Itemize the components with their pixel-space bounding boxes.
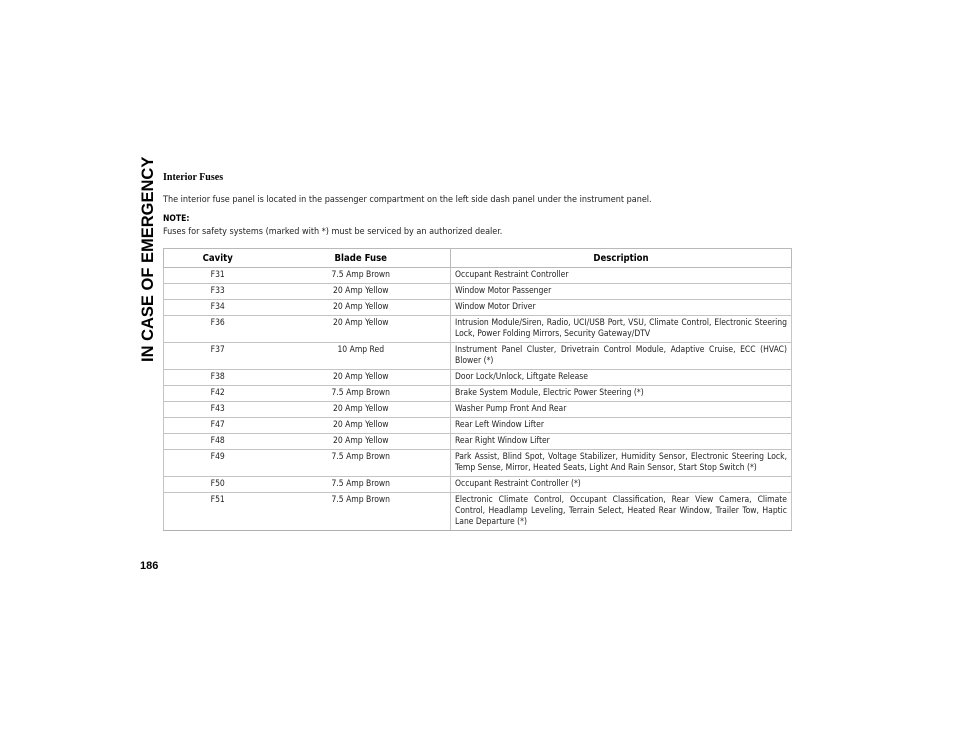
side-tab-label: IN CASE OF EMERGENCY	[139, 156, 157, 362]
cell-description: Intrusion Module/Siren, Radio, UCI/USB Port, VSU, Climate Control, Electronic Steering Lock, Power Folding Mirrors, Security Gateway/DTV	[451, 316, 792, 343]
cell-description: Instrument Panel Cluster, Drivetrain Control Module, Adaptive Cruise, ECC (HVAC) Blower (*)	[451, 343, 792, 370]
cell-blade-fuse: 20 Amp Yellow	[272, 418, 451, 434]
table-row	[164, 434, 792, 450]
header-cavity: Cavity	[164, 249, 272, 268]
cell-blade-fuse: 7.5 Amp Brown	[272, 450, 451, 477]
table-row	[164, 450, 792, 477]
cell-description: Rear Right Window Lifter	[451, 434, 792, 450]
cell-cavity: F47	[164, 418, 272, 434]
cell-cavity: F37	[164, 343, 272, 370]
table-row	[164, 477, 792, 493]
cell-blade-fuse: 20 Amp Yellow	[272, 300, 451, 316]
cell-cavity: F38	[164, 370, 272, 386]
cell-blade-fuse: 7.5 Amp Brown	[272, 477, 451, 493]
table-row	[164, 402, 792, 418]
cell-blade-fuse: 20 Amp Yellow	[272, 370, 451, 386]
cell-description: Brake System Module, Electric Power Steering (*)	[451, 386, 792, 402]
cell-blade-fuse: 20 Amp Yellow	[272, 402, 451, 418]
fuse-table	[163, 248, 792, 531]
cell-description: Door Lock/Unlock, Liftgate Release	[451, 370, 792, 386]
cell-description: Rear Left Window Lifter	[451, 418, 792, 434]
cell-description: Window Motor Driver	[451, 300, 792, 316]
cell-description: Window Motor Passenger	[451, 284, 792, 300]
table-row	[164, 493, 792, 531]
cell-blade-fuse: 10 Amp Red	[272, 343, 451, 370]
table-row	[164, 370, 792, 386]
table-row	[164, 300, 792, 316]
cell-cavity: F36	[164, 316, 272, 343]
table-header-row	[164, 249, 792, 268]
cell-description: Park Assist, Blind Spot, Voltage Stabilizer, Humidity Sensor, Electronic Steering Lock, Temp Sense, Mirror, Heated Seats, Light And Rain Sensor, Start Stop Switch (*)	[451, 450, 792, 477]
cell-blade-fuse: 7.5 Amp Brown	[272, 493, 451, 531]
cell-description: Washer Pump Front And Rear	[451, 402, 792, 418]
cell-cavity: F42	[164, 386, 272, 402]
cell-blade-fuse: 20 Amp Yellow	[272, 434, 451, 450]
table-row	[164, 418, 792, 434]
cell-cavity: F48	[164, 434, 272, 450]
section-title: Interior Fuses	[163, 172, 224, 183]
cell-description: Electronic Climate Control, Occupant Classification, Rear View Camera, Climate Control, Headlamp Leveling, Terrain Select, Heated Rear Window, Trailer Tow, Haptic Lane Departure (*)	[451, 493, 792, 531]
cell-cavity: F34	[164, 300, 272, 316]
note-label: NOTE:	[163, 214, 190, 224]
section-side-tab	[138, 156, 158, 362]
table-row	[164, 268, 792, 284]
cell-cavity: F33	[164, 284, 272, 300]
header-description: Description	[451, 249, 792, 268]
cell-blade-fuse: 7.5 Amp Brown	[272, 386, 451, 402]
cell-blade-fuse: 7.5 Amp Brown	[272, 268, 451, 284]
table-row	[164, 386, 792, 402]
cell-cavity: F49	[164, 450, 272, 477]
cell-description: Occupant Restraint Controller	[451, 268, 792, 284]
cell-description: Occupant Restraint Controller (*)	[451, 477, 792, 493]
intro-paragraph: The interior fuse panel is located in the passenger compartment on the left side dash panel under the instrument panel.	[163, 195, 652, 205]
cell-blade-fuse: 20 Amp Yellow	[272, 316, 451, 343]
table-row	[164, 316, 792, 343]
header-blade-fuse: Blade Fuse	[272, 249, 451, 268]
cell-cavity: F31	[164, 268, 272, 284]
cell-cavity: F50	[164, 477, 272, 493]
table-row	[164, 284, 792, 300]
table-row	[164, 343, 792, 370]
cell-cavity: F43	[164, 402, 272, 418]
page-number: 186	[140, 560, 159, 572]
cell-blade-fuse: 20 Amp Yellow	[272, 284, 451, 300]
note-text: Fuses for safety systems (marked with *) must be serviced by an authorized dealer.	[163, 227, 503, 237]
cell-cavity: F51	[164, 493, 272, 531]
